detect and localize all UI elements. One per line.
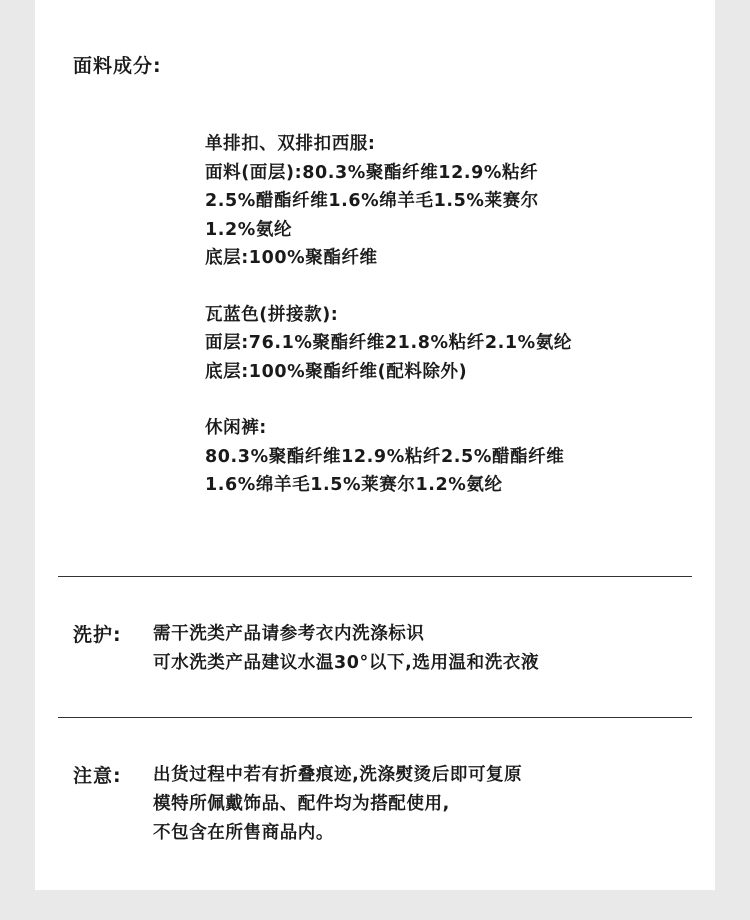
notice-label: 注意: <box>73 765 122 787</box>
fabric-line: 80.3%聚酯纤维12.9%粘纤2.5%醋酯纤维 <box>205 446 565 467</box>
fabric-group-suits <box>205 130 705 273</box>
fabric-line: 休闲裤: <box>205 418 267 438</box>
care-section <box>73 620 539 678</box>
fabric-composition <box>205 130 705 528</box>
divider <box>58 717 692 718</box>
notice-section <box>73 761 522 848</box>
fabric-group-blue <box>205 301 705 387</box>
fabric-line: 2.5%醋酯纤维1.6%绵羊毛1.5%莱赛尔 <box>205 191 539 211</box>
fabric-line: 面料(面层):80.3%聚酯纤维12.9%粘纤 <box>205 162 539 183</box>
notice-line: 不包含在所售商品内。 <box>153 823 334 843</box>
fabric-line: 1.2%氨纶 <box>205 219 293 240</box>
fabric-line: 底层:100%聚酯纤维 <box>205 248 378 268</box>
divider <box>58 576 692 577</box>
care-line: 可水洗类产品建议水温30°以下,选用温和洗衣液 <box>153 653 540 673</box>
fabric-heading: 面料成分: <box>73 55 162 77</box>
fabric-line: 面层:76.1%聚酯纤维21.8%粘纤2.1%氨纶 <box>205 333 572 353</box>
notice-line: 出货过程中若有折叠痕迹,洗涤熨烫后即可复原 <box>153 765 523 785</box>
notice-line: 模特所佩戴饰品、配件均为搭配使用, <box>153 794 450 814</box>
care-line: 需干洗类产品请参考衣内洗涤标识 <box>153 624 425 644</box>
fabric-line: 底层:100%聚酯纤维(配料除外) <box>205 361 468 382</box>
fabric-group-pants <box>205 414 705 500</box>
fabric-line: 瓦蓝色(拼接款): <box>205 304 339 325</box>
notice-text <box>153 761 522 848</box>
product-info-card <box>35 0 715 890</box>
fabric-line: 单排扣、双排扣西服: <box>205 134 376 154</box>
care-text <box>153 620 539 678</box>
fabric-line: 1.6%绵羊毛1.5%莱赛尔1.2%氨纶 <box>205 475 503 495</box>
care-label: 洗护: <box>73 624 122 646</box>
